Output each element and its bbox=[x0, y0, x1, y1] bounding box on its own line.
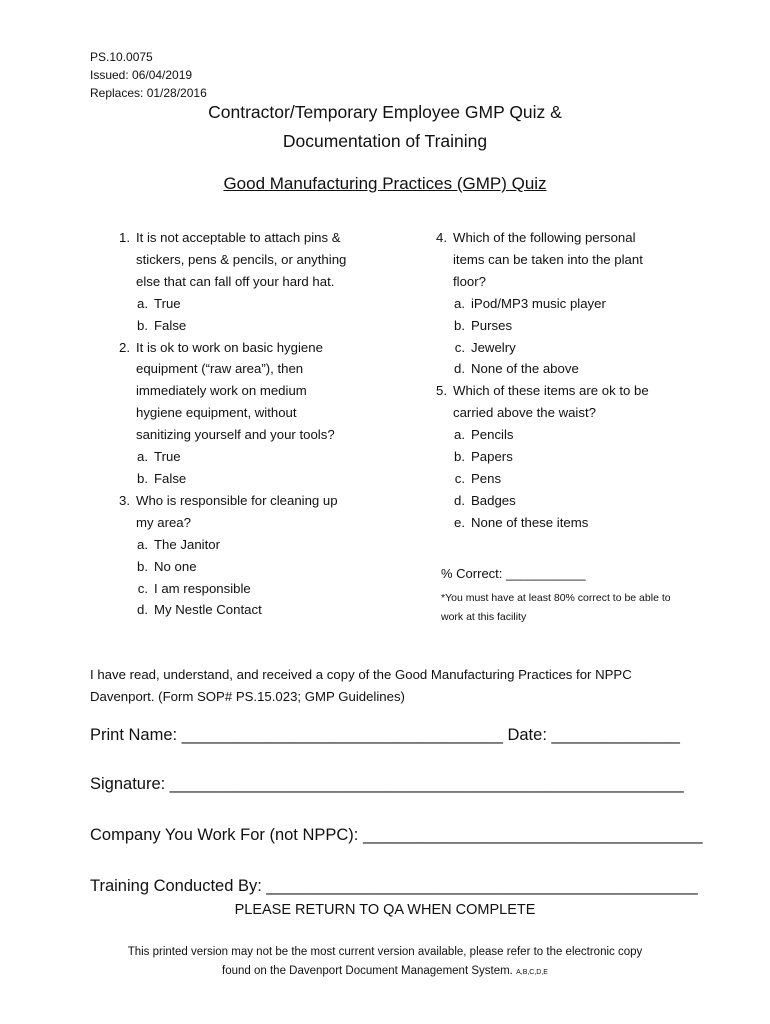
question-text-line: equipment (“raw area”), then bbox=[136, 361, 304, 377]
option-text: The Janitor bbox=[154, 536, 220, 552]
percent-correct-field[interactable]: % Correct: ___________ bbox=[441, 566, 586, 581]
document-header bbox=[90, 48, 207, 102]
answer-option: a. True bbox=[137, 295, 181, 311]
option-text: iPod/MP3 music player bbox=[471, 295, 606, 311]
title-line-2: Documentation of Training bbox=[282, 131, 488, 151]
option-text: None of the above bbox=[471, 361, 579, 377]
question-text-line: floor? bbox=[453, 273, 486, 289]
option-text: Pencils bbox=[471, 427, 514, 443]
question-text-line: It is ok to work on basic hygiene bbox=[136, 339, 323, 355]
answer-option: c. Jewelry bbox=[454, 339, 516, 355]
question-2 bbox=[110, 337, 390, 447]
option-text: True bbox=[154, 295, 181, 311]
question-number: 4. bbox=[436, 230, 447, 245]
footer-line-2 bbox=[80, 962, 690, 982]
print-name-row bbox=[90, 726, 680, 745]
replaces-date: Replaces: 01/28/2016 bbox=[90, 86, 207, 100]
left-question-column bbox=[110, 227, 390, 621]
answer-option: e. None of these items bbox=[454, 514, 589, 530]
answer-option: a. iPod/MP3 music player bbox=[454, 295, 606, 311]
footer-disclaimer bbox=[80, 943, 690, 982]
question-text-line: immediately work on medium bbox=[136, 383, 307, 399]
option-text: No one bbox=[154, 558, 197, 574]
option-text: None of these items bbox=[471, 514, 589, 530]
footer-line-2-text: found on the Davenport Document Management System. bbox=[222, 965, 513, 977]
question-text-line: Which of the following personal bbox=[453, 230, 636, 245]
company-field[interactable]: Company You Work For (not NPPC): _____________________________________ bbox=[90, 826, 703, 844]
footer-line-1: This printed version may not be the most current version available, please refer to the electronic copy bbox=[127, 946, 643, 958]
option-text: False bbox=[154, 317, 187, 333]
question-number: 2. bbox=[119, 339, 130, 355]
question-text-line: sanitizing yourself and your tools? bbox=[136, 427, 335, 443]
option-text: Papers bbox=[471, 449, 513, 465]
option-text: I am responsible bbox=[154, 580, 251, 596]
answer-option: b. False bbox=[137, 317, 187, 333]
question-number: 5. bbox=[436, 383, 447, 399]
issued-date: Issued: 06/04/2019 bbox=[90, 68, 193, 82]
answer-option: d. My Nestle Contact bbox=[137, 602, 262, 618]
question-text-line: Who is responsible for cleaning up bbox=[136, 492, 338, 508]
question-text-line: hygiene equipment, without bbox=[136, 405, 297, 421]
option-text: My Nestle Contact bbox=[154, 602, 262, 618]
question-5 bbox=[427, 380, 707, 424]
option-text: Badges bbox=[471, 492, 516, 508]
answer-option: b. Purses bbox=[454, 317, 513, 333]
option-text: Jewelry bbox=[471, 339, 516, 355]
question-number: 3. bbox=[119, 492, 130, 508]
document-title bbox=[0, 98, 770, 156]
answer-option: a. True bbox=[137, 449, 181, 465]
answer-option: d. Badges bbox=[454, 492, 516, 508]
question-text-line: Which of these items are ok to be bbox=[453, 383, 649, 399]
question-text-line: stickers, pens & pencils, or anything bbox=[136, 251, 347, 267]
acknowledgement-text: I have read, understand, and received a copy of the Good Manufacturing Practices for NPPC Davenport. (Form SOP# PS.15.023; GMP Guidelines) bbox=[90, 667, 632, 704]
score-requirement-note: *You must have at least 80% correct to be able to work at this facility bbox=[441, 592, 671, 623]
question-text-line: It is not acceptable to attach pins & bbox=[136, 230, 341, 245]
answer-option: c. Pens bbox=[454, 470, 502, 486]
question-text-line: carried above the waist? bbox=[453, 405, 596, 421]
answer-option: c. I am responsible bbox=[137, 580, 251, 596]
option-text: Purses bbox=[471, 317, 513, 333]
print-name-field[interactable]: Print Name: ___________________________________ bbox=[90, 726, 503, 744]
question-number: 1. bbox=[119, 230, 130, 245]
date-field[interactable]: Date: ______________ bbox=[507, 726, 680, 744]
option-text: False bbox=[154, 470, 187, 486]
answer-option: a. Pencils bbox=[454, 427, 514, 443]
return-notice: PLEASE RETURN TO QA WHEN COMPLETE bbox=[234, 902, 536, 918]
question-text-line: else that can fall off your hard hat. bbox=[136, 273, 335, 289]
option-text: Pens bbox=[471, 470, 502, 486]
question-text-line: items can be taken into the plant bbox=[453, 251, 643, 267]
question-1 bbox=[110, 227, 390, 293]
answer-option: d. None of the above bbox=[454, 361, 579, 377]
answer-option: a. The Janitor bbox=[137, 536, 220, 552]
question-4 bbox=[427, 227, 707, 293]
right-question-column bbox=[427, 227, 707, 534]
title-line-1: Contractor/Temporary Employee GMP Quiz & bbox=[208, 102, 562, 122]
answer-option: b. Papers bbox=[454, 449, 513, 465]
question-3 bbox=[110, 490, 390, 534]
question-text-line: my area? bbox=[136, 514, 191, 530]
answer-option: b. No one bbox=[137, 558, 197, 574]
signature-field[interactable]: Signature: ________________________________________________________ bbox=[90, 775, 684, 793]
revision-codes: A,B,C,D,E bbox=[516, 969, 548, 976]
doc-number: PS.10.0075 bbox=[90, 50, 153, 64]
answer-option: b. False bbox=[137, 470, 187, 486]
option-text: True bbox=[154, 449, 181, 465]
training-conducted-by-field[interactable]: Training Conducted By: _______________________________________________ bbox=[90, 877, 698, 895]
quiz-title: Good Manufacturing Practices (GMP) Quiz bbox=[223, 174, 547, 193]
